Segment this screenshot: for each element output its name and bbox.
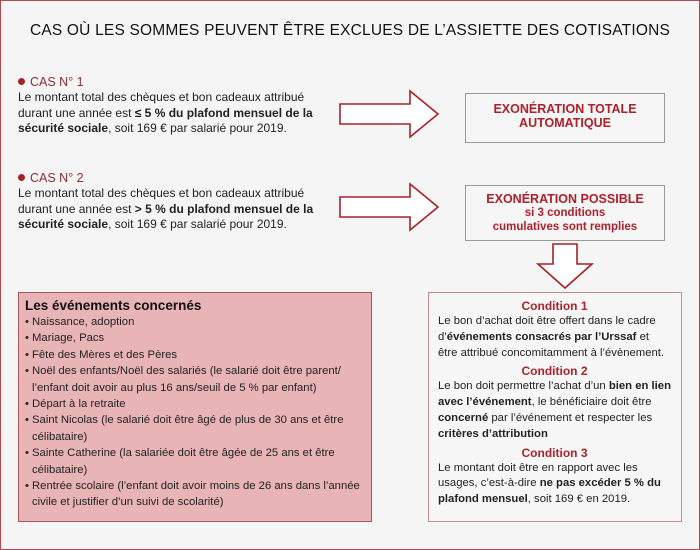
result-1-title: EXONÉRATION TOTALE AUTOMATIQUE <box>493 102 637 130</box>
condition-2-b1: bien en lien avec l’événement <box>438 380 671 409</box>
condition-1-t1: Le bon d’achat doit être offert dans le cadre d’ <box>438 315 656 343</box>
case-2-label: CAS N° 2 <box>30 171 84 185</box>
condition-2-b3: critères d’attribution <box>438 427 548 440</box>
page-title: CAS OÙ LES SOMMES PEUVENT ÊTRE EXCLUES DE L’ASSIETTE DES COTISATIONS <box>29 22 671 39</box>
case-2-text-a: Le montant total des chèques et bon cadeaux attribué durant une année est <box>18 186 305 216</box>
conditions-box <box>428 292 682 522</box>
result-box-2 <box>465 185 665 241</box>
condition-2-t2: , le bénéficiaire doit être <box>531 396 652 409</box>
condition-3-title: Condition 3 <box>521 445 588 460</box>
events-list <box>25 314 365 511</box>
list-item: • Départ à la retraite <box>25 396 365 412</box>
condition-1-t2: et être attribué concomitamment à l’évènement. <box>438 330 665 359</box>
result-box-1 <box>465 93 665 143</box>
down-arrow-icon <box>538 244 592 288</box>
case-1-text-bold: ≤ 5 % du plafond mensuel de la sécurité sociale <box>18 105 313 135</box>
right-arrow-icon <box>340 184 438 230</box>
condition-3-t2: , soit 169 € en 2019. <box>527 493 631 506</box>
case-1-label: CAS N° 1 <box>30 75 84 89</box>
list-item: • Saint Nicolas (le salarié doit être âgé de plus de 30 ans et être célibataire) <box>25 412 365 445</box>
condition-2-title: Condition 2 <box>521 364 588 379</box>
list-item: • Noël des enfants/Noël des salariés (le salarié doit être parent/ l’enfant doit avoir au plus 16 ans/seuil de 5 % par enfant) <box>25 363 365 396</box>
condition-2-text <box>438 379 671 442</box>
condition-3-t1: Le montant doit être en rapport avec les usages, c’est-à-dire <box>438 461 638 490</box>
condition-1-b1: événements consacrés par l’Urssaf <box>446 330 637 343</box>
events-box <box>18 292 372 522</box>
right-arrow-icon <box>340 91 438 137</box>
case-1-text-a: Le montant total des chèques et bon cadeaux attribué durant une année est <box>18 90 305 120</box>
condition-2-t3: par l’événement et respecter les <box>488 411 653 424</box>
condition-3-text <box>438 461 671 508</box>
condition-3-b1: ne pas excéder 5 % du plafond mensuel <box>438 477 661 506</box>
events-title: Les événements concernés <box>25 298 202 313</box>
result-2-title: EXONÉRATION POSSIBLE <box>486 192 644 206</box>
list-item: • Rentrée scolaire (l’enfant doit avoir moins de 26 ans dans l’année civile et justifier d’un suivi de scolarité) <box>25 478 365 511</box>
list-item: • Sainte Catherine (la salariée doit être âgée de 25 ans et être célibataire) <box>25 445 365 478</box>
condition-2-t1: Le bon doit permettre l’achat d’un <box>438 380 609 393</box>
case-2-text-b: , soit 169 € par salarié pour 2019. <box>108 217 287 231</box>
result-2-subtitle: si 3 conditions cumulatives sont remplies <box>492 207 638 233</box>
condition-1-title: Condition 1 <box>521 299 588 313</box>
condition-2-b2: concerné <box>438 411 489 424</box>
list-item: • Fête des Mères et des Pères <box>25 347 365 363</box>
list-item: • Mariage, Pacs <box>25 330 365 346</box>
list-item: • Naissance, adoption <box>25 314 365 330</box>
condition-1-text <box>438 314 671 361</box>
case-1-text-b: , soit 169 € par salarié pour 2019. <box>108 121 287 135</box>
case-2-text-bold: > 5 % du plafond mensuel de la sécurité sociale <box>18 201 314 231</box>
